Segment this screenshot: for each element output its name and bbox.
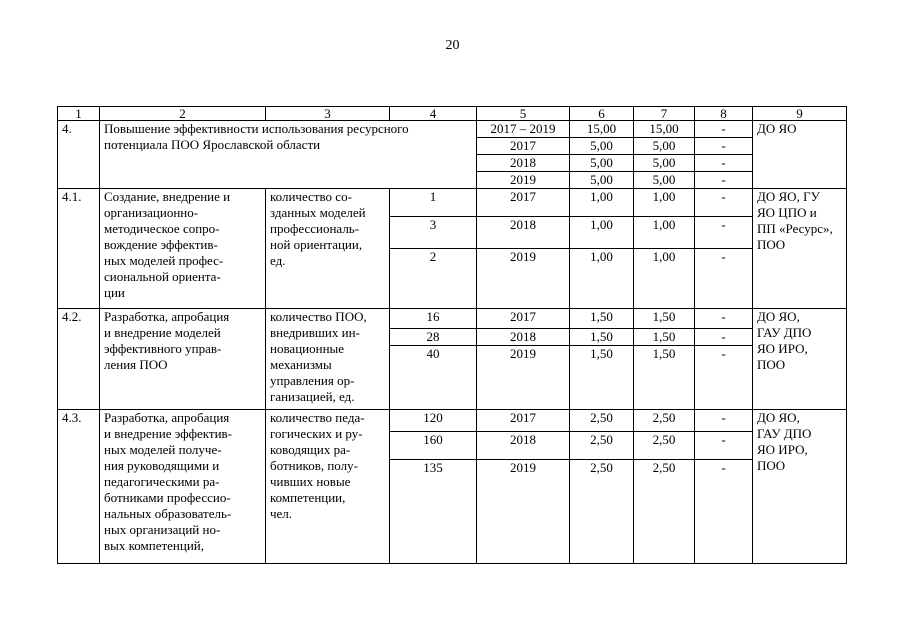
target-cell: 160 — [390, 432, 477, 460]
header-cell: 3 — [266, 107, 390, 121]
value-cell: 1,50 — [634, 346, 695, 410]
value-cell: 1,50 — [634, 329, 695, 346]
header-cell: 9 — [753, 107, 847, 121]
year-cell: 2019 — [477, 346, 570, 410]
value-cell: 2,50 — [570, 460, 634, 564]
value-cell: - — [695, 329, 753, 346]
value-cell: - — [695, 346, 753, 410]
value-cell: - — [695, 432, 753, 460]
task-description: Разработка, апробация и внедрение эффектив- ных моделей получе- ния руководящими и педагогическими ра- ботниками профессио- нальных образователь- ных организаций но- вых компетенций, — [100, 410, 266, 564]
item-number: 4.1. — [58, 189, 100, 309]
year-cell: 2017 — [477, 309, 570, 329]
value-cell: 1,50 — [570, 329, 634, 346]
task-title: Повышение эффективности использования ресурсного потенциала ПОО Ярославской области — [100, 121, 477, 189]
year-cell: 2018 — [477, 432, 570, 460]
page-number: 20 — [445, 38, 460, 53]
program-table — [57, 106, 847, 564]
value-cell: 2,50 — [570, 410, 634, 432]
value-cell: 2,50 — [634, 460, 695, 564]
year-cell: 2018 — [477, 329, 570, 346]
value-cell: 1,50 — [570, 309, 634, 329]
value-cell: 1,50 — [634, 309, 695, 329]
value-cell: 2,50 — [634, 432, 695, 460]
value-cell: 1,00 — [570, 189, 634, 217]
value-cell: 2,50 — [570, 432, 634, 460]
value-cell: - — [695, 121, 753, 138]
indicator-cell: количество со- зданных моделей профессиональ- ной ориентации, ед. — [266, 189, 390, 309]
value-cell: 5,00 — [634, 172, 695, 189]
header-cell: 8 — [695, 107, 753, 121]
year-cell: 2019 — [477, 249, 570, 309]
target-cell: 135 — [390, 460, 477, 564]
value-cell: 5,00 — [570, 155, 634, 172]
value-cell: - — [695, 249, 753, 309]
responsible-cell: ДО ЯО, ГАУ ДПО ЯО ИРО, ПОО — [753, 410, 847, 564]
value-cell: - — [695, 410, 753, 432]
item-number: 4. — [58, 121, 100, 189]
item-number: 4.2. — [58, 309, 100, 410]
target-cell: 16 — [390, 309, 477, 329]
table-row — [58, 309, 847, 329]
item-number: 4.3. — [58, 410, 100, 564]
header-cell: 4 — [390, 107, 477, 121]
value-cell: - — [695, 138, 753, 155]
value-cell: 5,00 — [634, 155, 695, 172]
value-cell: 5,00 — [570, 138, 634, 155]
value-cell: 15,00 — [570, 121, 634, 138]
value-cell: - — [695, 309, 753, 329]
value-cell: 1,50 — [570, 346, 634, 410]
header-cell: 1 — [58, 107, 100, 121]
header-cell: 5 — [477, 107, 570, 121]
value-cell: 1,00 — [570, 249, 634, 309]
target-cell: 40 — [390, 346, 477, 410]
indicator-cell: количество педа- гогических и ру- ководящих ра- ботников, полу- чивших новые компетенции, чел. — [266, 410, 390, 564]
value-cell: 5,00 — [570, 172, 634, 189]
year-cell: 2018 — [477, 155, 570, 172]
value-cell: - — [695, 217, 753, 249]
year-cell: 2019 — [477, 460, 570, 564]
value-cell: 1,00 — [570, 217, 634, 249]
value-cell: 1,00 — [634, 249, 695, 309]
year-cell: 2017 — [477, 410, 570, 432]
target-cell: 2 — [390, 249, 477, 309]
target-cell: 28 — [390, 329, 477, 346]
task-description: Создание, внедрение и организационно- методическое сопро- вождение эффектив- ных моделей профес- сиональной ориента- ции — [100, 189, 266, 309]
table-row — [58, 410, 847, 432]
target-cell: 1 — [390, 189, 477, 217]
indicator-cell: количество ПОО, внедривших ин- новационные механизмы управления ор- ганизацией, ед. — [266, 309, 390, 410]
year-cell: 2019 — [477, 172, 570, 189]
value-cell: 15,00 — [634, 121, 695, 138]
value-cell: - — [695, 155, 753, 172]
header-cell: 7 — [634, 107, 695, 121]
value-cell: - — [695, 460, 753, 564]
value-cell: 1,00 — [634, 217, 695, 249]
responsible-cell: ДО ЯО, ГАУ ДПО ЯО ИРО, ПОО — [753, 309, 847, 410]
value-cell: 2,50 — [634, 410, 695, 432]
year-cell: 2017 – 2019 — [477, 121, 570, 138]
responsible-cell: ДО ЯО, ГУ ЯО ЦПО и ПП «Ресурс», ПОО — [753, 189, 847, 309]
year-cell: 2017 — [477, 189, 570, 217]
target-cell: 3 — [390, 217, 477, 249]
table-row — [58, 121, 847, 138]
target-cell: 120 — [390, 410, 477, 432]
year-cell: 2018 — [477, 217, 570, 249]
task-description: Разработка, апробация и внедрение моделей эффективного управ- ления ПОО — [100, 309, 266, 410]
responsible-cell: ДО ЯО — [753, 121, 847, 189]
value-cell: 5,00 — [634, 138, 695, 155]
value-cell: - — [695, 172, 753, 189]
table-row — [58, 189, 847, 217]
year-cell: 2017 — [477, 138, 570, 155]
header-cell: 6 — [570, 107, 634, 121]
value-cell: - — [695, 189, 753, 217]
header-cell: 2 — [100, 107, 266, 121]
value-cell: 1,00 — [634, 189, 695, 217]
header-row — [58, 107, 847, 121]
